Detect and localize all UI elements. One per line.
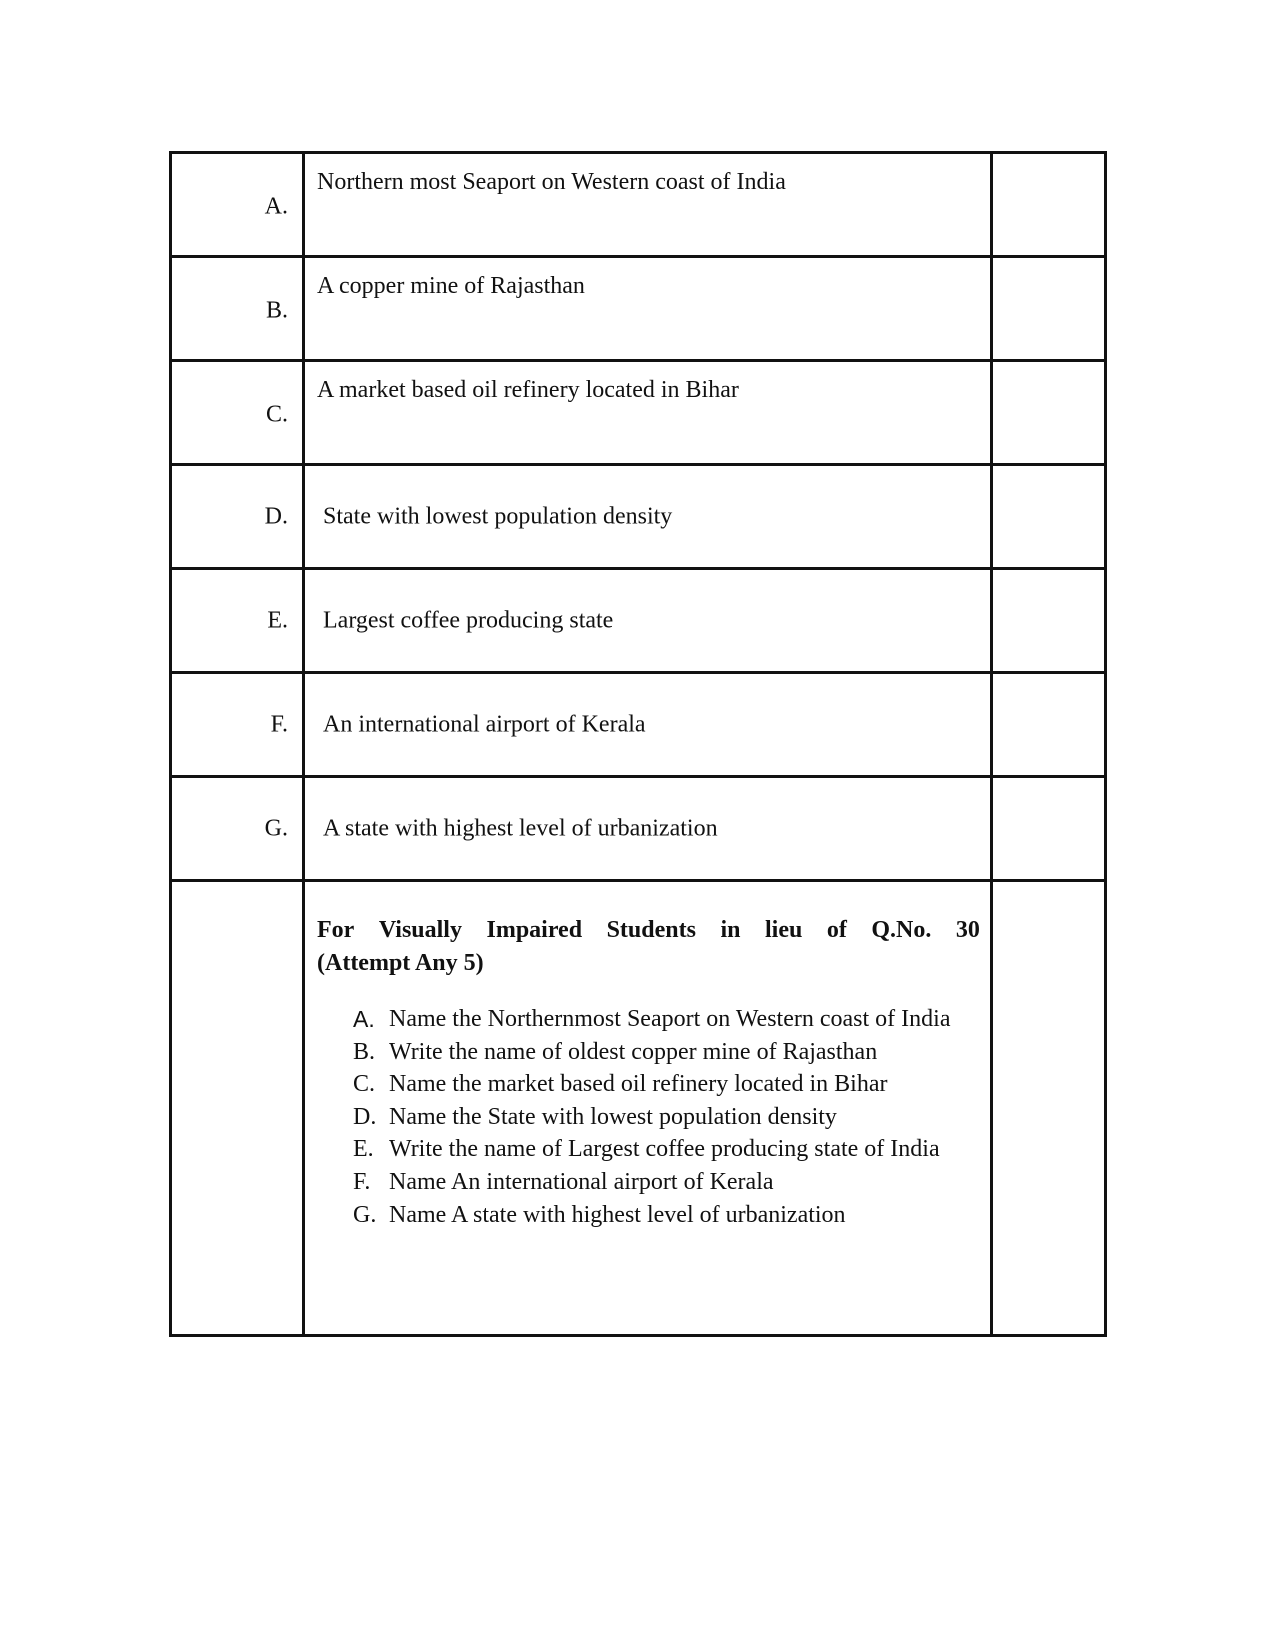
row-label-cell: [171, 673, 304, 777]
list-item: [353, 1036, 980, 1069]
heading-word: Visually: [378, 917, 462, 943]
list-item-letter: E.: [353, 1136, 374, 1163]
row-text: Largest coffee producing state: [323, 607, 614, 633]
row-label: G.: [264, 815, 288, 841]
row-text-cell: [304, 361, 992, 465]
row-label-cell: [171, 465, 304, 569]
table-row: [171, 257, 1106, 361]
answer-cell: [992, 777, 1106, 881]
heading-word: Students: [606, 917, 696, 943]
heading-word: lieu: [765, 917, 803, 943]
list-item-letter: G.: [353, 1201, 377, 1228]
list-item-text: Name A state with highest level of urbanization: [389, 1201, 846, 1228]
list-item-letter: C.: [353, 1071, 376, 1098]
table-row: [171, 153, 1106, 257]
row-label: C.: [265, 401, 288, 428]
list-item-text: Name the State with lowest population density: [389, 1103, 837, 1130]
row-label-cell: [171, 153, 304, 257]
row-text-cell: [304, 673, 992, 777]
heading-word: in: [720, 917, 741, 943]
heading-line-2: (Attempt Any 5): [317, 950, 484, 976]
list-item-letter: B.: [353, 1038, 376, 1065]
heading-word: Q.No.: [871, 917, 932, 943]
list-item-letter: F.: [353, 1168, 371, 1195]
row-label: D.: [264, 503, 288, 529]
row-text-cell: [304, 465, 992, 569]
row-text: A state with highest level of urbanization: [323, 815, 718, 841]
row-label-cell: [171, 569, 304, 673]
table-row: [171, 465, 1106, 569]
list-item: [353, 1199, 980, 1232]
table-row: [171, 361, 1106, 465]
heading-word: 30: [955, 917, 980, 943]
answer-cell: [992, 361, 1106, 465]
row-text-cell: [304, 153, 992, 257]
row-label-cell: [171, 777, 304, 881]
row-text: A copper mine of Rajasthan: [317, 273, 585, 299]
row-label-cell: [171, 361, 304, 465]
list-item-letter: A.: [353, 1006, 375, 1032]
answer-cell: [992, 465, 1106, 569]
question-table: [169, 151, 1107, 1337]
row-text: A market based oil refinery located in Bihar: [317, 377, 739, 403]
list-item-text: Name An international airport of Kerala: [389, 1168, 774, 1195]
answer-cell: [992, 881, 1106, 1336]
list-item-letter: D.: [353, 1103, 377, 1130]
row-label-cell: [171, 257, 304, 361]
row-text-cell: [304, 777, 992, 881]
row-label: F.: [270, 711, 288, 737]
list-item: [353, 1166, 980, 1199]
visually-impaired-cell: [304, 881, 992, 1336]
answer-cell: [992, 153, 1106, 257]
table-row: [171, 673, 1106, 777]
empty-label-cell: [171, 881, 304, 1336]
row-text: Northern most Seaport on Western coast of India: [317, 169, 786, 195]
row-text-cell: [304, 257, 992, 361]
row-label: E.: [267, 607, 288, 633]
row-label: A.: [264, 193, 288, 220]
list-item-text: Name the market based oil refinery located in Bihar: [389, 1071, 888, 1098]
visually-impaired-heading: [317, 914, 980, 980]
row-label: B.: [265, 297, 288, 324]
answer-cell: [992, 569, 1106, 673]
list-item-text: Name the Northernmost Seaport on Western coast of India: [389, 1006, 951, 1032]
row-text-cell: [304, 569, 992, 673]
heading-word: Impaired: [486, 917, 583, 943]
answer-cell: [992, 257, 1106, 361]
table-row: [171, 777, 1106, 881]
table-row: [171, 569, 1106, 673]
row-text: An international airport of Kerala: [323, 711, 646, 737]
heading-word: of: [826, 917, 847, 943]
list-item-text: Write the name of Largest coffee producing state of India: [389, 1136, 940, 1163]
list-item-text: Write the name of oldest copper mine of Rajasthan: [389, 1038, 878, 1065]
answer-cell: [992, 673, 1106, 777]
list-item: [353, 1133, 980, 1166]
heading-word: For: [317, 917, 355, 943]
visually-impaired-list: [317, 1003, 980, 1231]
list-item: [353, 1003, 980, 1036]
visually-impaired-row: [171, 881, 1106, 1336]
list-item: [353, 1068, 980, 1101]
row-text: State with lowest population density: [323, 503, 673, 529]
list-item: [353, 1101, 980, 1134]
